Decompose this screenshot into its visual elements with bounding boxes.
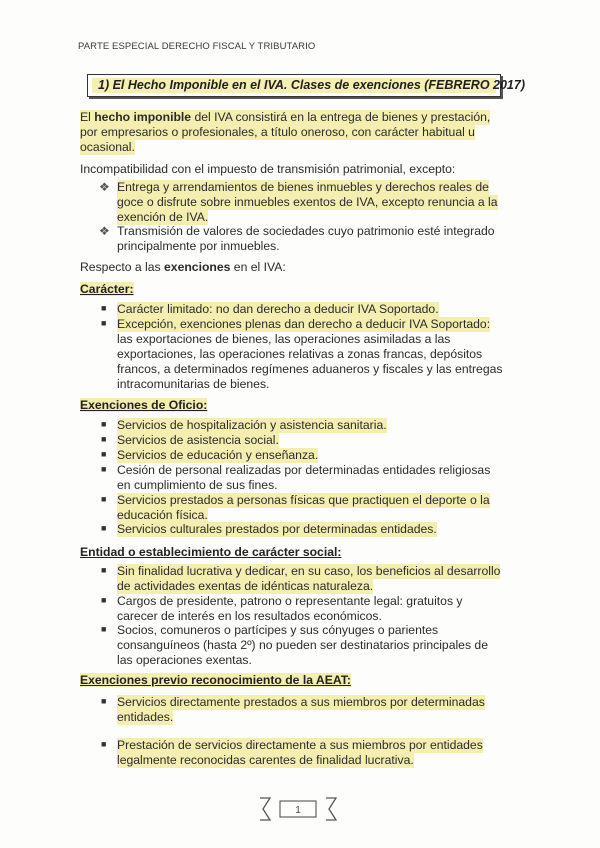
oficio-heading: Exenciones de Oficio:: [80, 398, 208, 412]
intro-line-3: ocasional.: [80, 140, 135, 154]
social-item-2-line-1: Cargos de presidente, patrono o representante legal: gratuitos y: [117, 594, 463, 608]
incompat-item-1-line-1: Entrega y arrendamientos de bienes inmuebles y derechos reales de: [117, 180, 489, 194]
aeat-item-1-line-1: Servicios directamente prestados a sus miembros por determinadas: [117, 695, 485, 709]
caracter-item-2-line-3: exportaciones, las operaciones relativas a zonas francas, depósitos: [117, 347, 483, 361]
square-bullet-icon: ■: [101, 739, 107, 749]
diamond-bullet-icon: ❖: [99, 180, 110, 194]
oficio-item-5-line-2: educación física.: [117, 508, 208, 522]
diamond-bullet-icon: ❖: [99, 224, 110, 238]
caracter-item-2-line-2: las exportaciones de bienes, las operaciones asimiladas a las: [117, 332, 451, 346]
square-bullet-icon: ■: [101, 318, 107, 328]
oficio-item-4-line-2: en cumplimiento de sus fines.: [117, 478, 278, 492]
square-bullet-icon: ■: [101, 565, 107, 575]
square-bullet-icon: ■: [101, 595, 107, 605]
incompat-item-1-line-2: goce o disfrute sobre inmuebles exentos de IVA, excepto renuncia a la: [117, 195, 498, 209]
section-title: 1) El Hecho Imponible en el IVA. Clases de exenciones (FEBRERO 2017): [98, 78, 525, 92]
aeat-heading: Exenciones previo reconocimiento de la AEAT:: [80, 673, 351, 687]
oficio-item-6: Servicios culturales prestados por determinadas entidades.: [117, 522, 437, 536]
oficio-item-3: Servicios de educación y enseñanza.: [117, 448, 319, 462]
oficio-item-5-line-1: Servicios prestados a personas físicas que practiquen el deporte o la: [117, 493, 490, 507]
square-bullet-icon: ■: [101, 464, 107, 474]
aeat-item-2-line-2: legalmente reconocidas carentes de finalidad lucrativa.: [117, 753, 414, 767]
intro-line-1: El hecho imponible del IVA consistirá en la entrega de bienes y prestación,: [80, 110, 491, 124]
caracter-item-2-line-4: francos, a determinados regímenes aduaneros y fiscales y las entregas: [117, 362, 503, 376]
square-bullet-icon: ■: [101, 434, 107, 444]
square-bullet-icon: ■: [101, 494, 107, 504]
oficio-item-4-line-1: Cesión de personal realizadas por determinadas entidades religiosas: [117, 463, 491, 477]
social-item-3-line-3: las operaciones exentas.: [117, 653, 252, 667]
incompat-item-2-line-2: principalmente por inmuebles.: [117, 239, 280, 253]
square-bullet-icon: ■: [101, 449, 107, 459]
social-item-1-line-2: de actividades exentas de idénticas naturaleza.: [117, 579, 374, 593]
page-header: PARTE ESPECIAL DERECHO FISCAL Y TRIBUTARIO: [78, 41, 316, 52]
caracter-item-2-line-1: Excepción, exenciones plenas dan derecho a deducir IVA Soportado:: [117, 317, 491, 331]
caracter-heading: Carácter:: [80, 282, 134, 296]
social-item-3-line-1: Socios, comuneros o partícipes y sus cónyuges o parientes: [117, 623, 439, 637]
square-bullet-icon: ■: [101, 523, 107, 533]
incompat-paragraph: Incompatibilidad con el impuesto de transmisión patrimonial, excepto:: [80, 162, 456, 176]
incompat-item-2-line-1: Transmisión de valores de sociedades cuyo patrimonio esté integrado: [117, 224, 495, 238]
page-number-stamp: [258, 796, 338, 822]
square-bullet-icon: ■: [101, 419, 107, 429]
caracter-item-2-line-5: intracomunitarias de bienes.: [117, 377, 270, 391]
square-bullet-icon: ■: [101, 696, 107, 706]
section-title-box: [87, 74, 525, 97]
social-item-1-line-1: Sin finalidad lucrativa y dedicar, en su caso, los beneficios al desarrollo: [117, 564, 501, 578]
aeat-item-1-line-2: entidades.: [117, 710, 174, 724]
incompat-item-1-line-3: exención de IVA.: [117, 210, 209, 224]
hecho-imponible-term: hecho imponible: [94, 110, 192, 124]
page-number: 1: [295, 805, 301, 816]
caracter-item-1: Carácter limitado: no dan derecho a deducir IVA Soportado.: [117, 302, 439, 316]
intro-line-2: por empresarios o profesionales, a título oneroso, con carácter habitual u: [80, 125, 475, 139]
oficio-item-2: Servicios de asistencia social.: [117, 433, 279, 447]
square-bullet-icon: ■: [101, 624, 107, 634]
square-bullet-icon: ■: [101, 303, 107, 313]
social-item-2-line-2: carecer de interés en los resultados económicos.: [117, 609, 382, 623]
social-heading: Entidad o establecimiento de carácter social:: [80, 545, 342, 559]
oficio-item-1: Servicios de hospitalización y asistencia sanitaria.: [117, 418, 387, 432]
social-item-3-line-2: consanguíneos (hasta 2º) no pueden ser destinatarios principales de: [117, 638, 488, 652]
exenciones-intro: Respecto a las exenciones en el IVA:: [80, 260, 286, 274]
aeat-item-2-line-1: Prestación de servicios directamente a sus miembros por entidades: [117, 738, 483, 752]
